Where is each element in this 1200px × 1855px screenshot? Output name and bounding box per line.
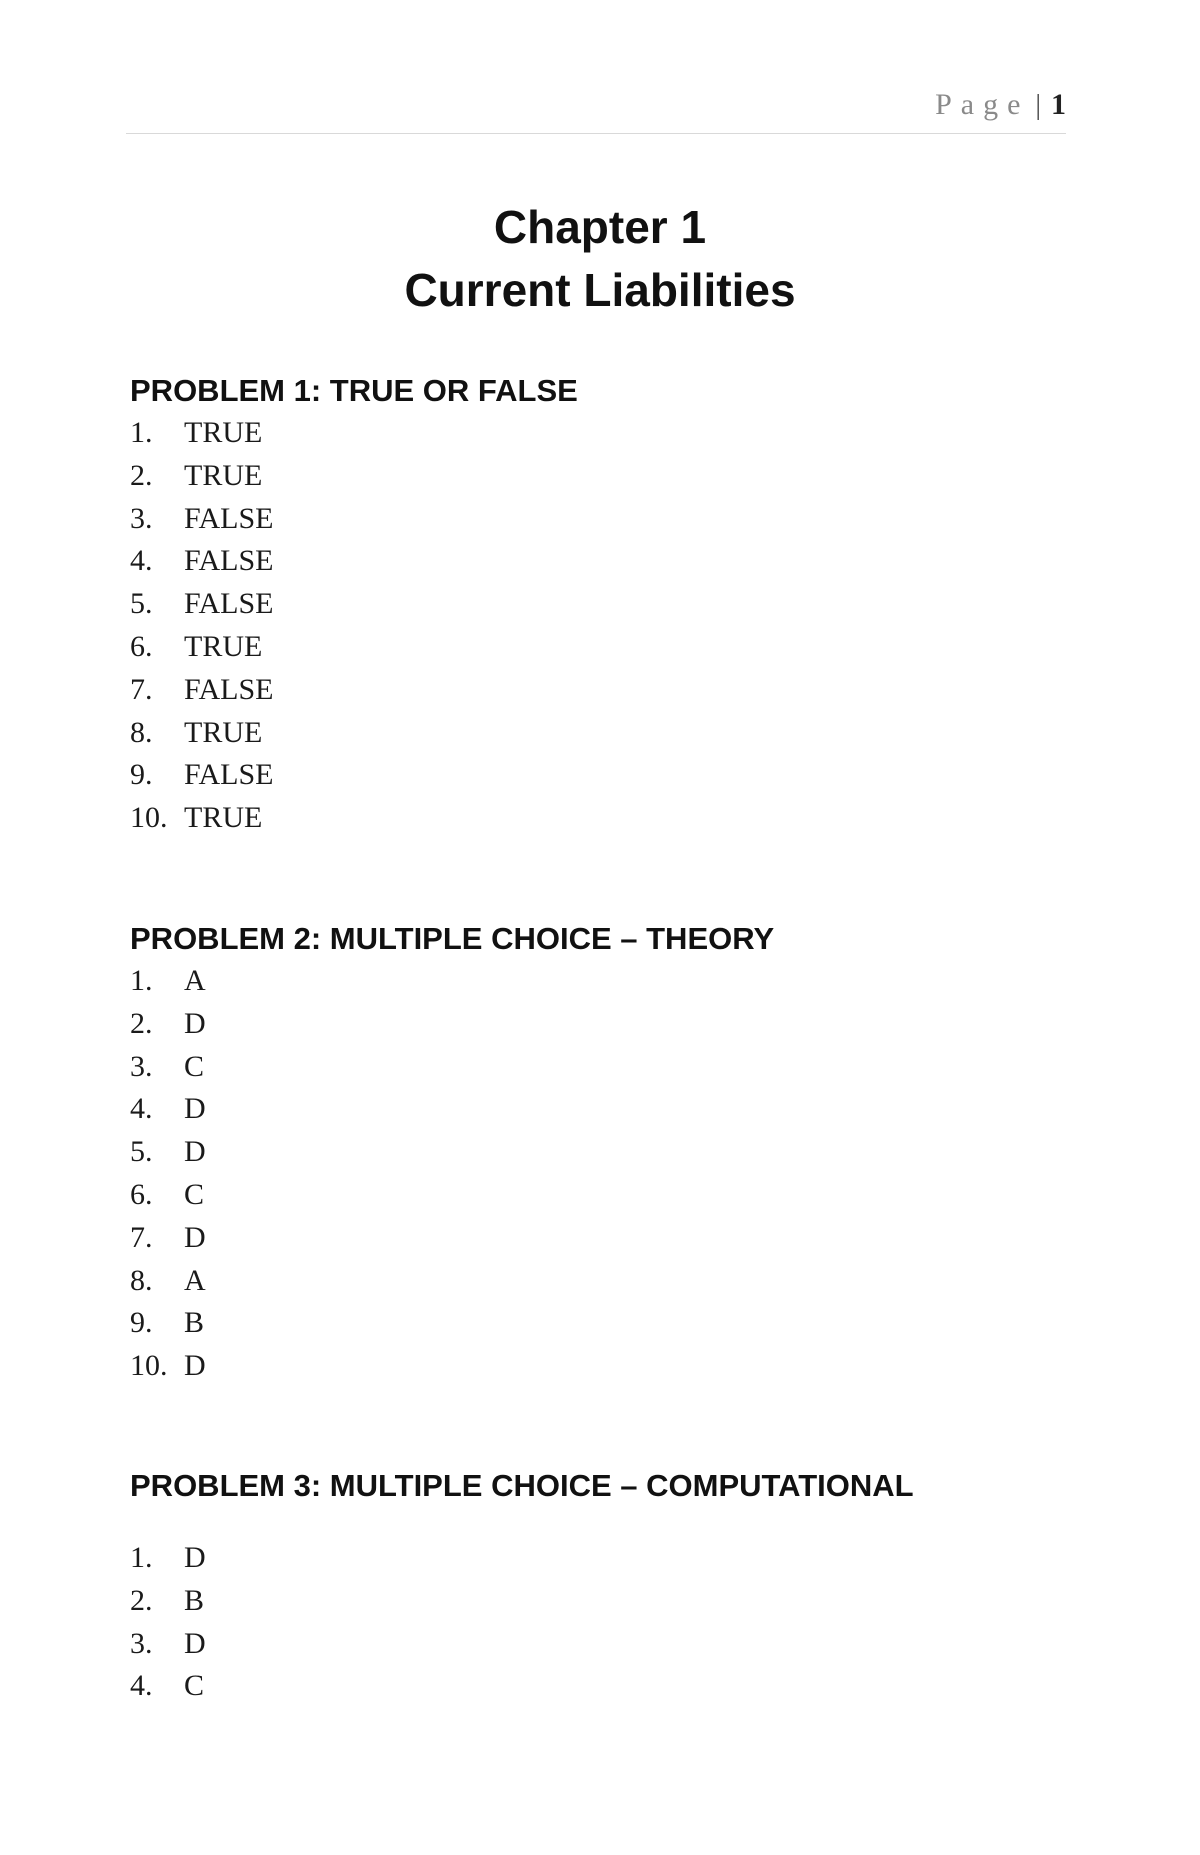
answer-value: D [184,1092,206,1126]
answer-number: 1. [130,1541,153,1574]
chapter-subtitle: Current Liabilities [404,264,796,316]
answer-item [130,498,1090,541]
problem-2-heading: PROBLEM 2: MULTIPLE CHOICE – THEORY [130,921,775,956]
answer-item [130,797,1090,840]
answer-number: 5. [130,587,153,621]
answer-value: B [184,1583,205,1617]
answer-number: 6. [130,1177,153,1211]
problem-3-heading: PROBLEM 3: MULTIPLE CHOICE – COMPUTATIONAL [130,1468,914,1503]
answer-value: TRUE [184,801,263,835]
answer-item [130,1345,1090,1388]
answer-value: D [184,1541,206,1574]
answer-item [130,1088,1090,1131]
answer-item [130,626,1090,669]
answer-item [130,412,1090,455]
answer-number: 6. [130,629,153,663]
answer-number: 5. [130,1135,153,1169]
answer-item [130,1046,1090,1089]
answer-value: TRUE [184,458,263,492]
answer-value: FALSE [184,544,274,578]
answer-number: 7. [130,672,153,706]
answer-value: TRUE [184,416,263,449]
chapter-title: Chapter 1 [493,201,707,253]
answer-item [130,1580,1090,1623]
answer-number: 10. [130,801,168,835]
answer-item [130,540,1090,583]
answer-number: 9. [130,1306,153,1340]
answer-number: 3. [130,1049,153,1083]
problem-3-answers [130,1537,1090,1708]
answer-value: B [184,1306,205,1340]
problem-2-section [130,918,1090,1388]
answer-item [130,1131,1090,1174]
answer-value: D [184,1135,206,1169]
answer-number: 8. [130,1263,153,1297]
answer-item [130,583,1090,626]
page-number: 1 [1051,88,1066,121]
answer-value: D [184,1349,206,1383]
page-label: Page [935,88,1030,121]
answer-value: FALSE [184,672,274,706]
chapter-title-block [0,196,1200,322]
answer-item [130,754,1090,797]
answer-number: 1. [130,964,153,997]
answer-number: 2. [130,1006,153,1040]
answer-number: 7. [130,1220,153,1254]
answer-value: C [184,1049,205,1083]
answer-value: TRUE [184,629,263,663]
answer-item [130,1665,1090,1708]
answer-item [130,960,1090,1003]
problem-1-section [130,370,1090,840]
answer-value: FALSE [184,501,274,535]
answer-value: A [184,1263,206,1297]
problem-1-heading: PROBLEM 1: TRUE OR FALSE [130,373,578,408]
problem-3-section [130,1465,1090,1708]
answer-item [130,1537,1090,1580]
answer-number: 4. [130,1092,153,1126]
answer-value: FALSE [184,758,274,792]
answer-number: 4. [130,1669,153,1703]
answer-item [130,455,1090,498]
spacer [130,1507,1090,1537]
answer-item [130,712,1090,755]
answer-value: D [184,1626,206,1660]
answer-value: TRUE [184,715,263,749]
answer-number: 4. [130,544,153,578]
answer-item [130,1302,1090,1345]
answer-number: 3. [130,1626,153,1660]
answer-item [130,1217,1090,1260]
answer-number: 2. [130,1583,153,1617]
answer-item [130,1003,1090,1046]
answer-number: 9. [130,758,153,792]
answer-item [130,1260,1090,1303]
answer-value: D [184,1220,206,1254]
answer-value: C [184,1669,205,1703]
problem-1-answers [130,412,1090,840]
answer-item [130,1623,1090,1666]
page-separator: | [1035,90,1041,121]
answer-number: 3. [130,501,153,535]
answer-number: 8. [130,715,153,749]
answer-number: 1. [130,416,153,449]
page-header [126,88,1066,134]
answer-number: 2. [130,458,153,492]
problem-2-answers [130,960,1090,1388]
answer-value: FALSE [184,587,274,621]
answer-value: C [184,1177,205,1211]
answer-number: 10. [130,1349,168,1383]
answer-value: A [184,964,206,997]
answer-value: D [184,1006,206,1040]
answer-item [130,1174,1090,1217]
answer-item [130,669,1090,712]
